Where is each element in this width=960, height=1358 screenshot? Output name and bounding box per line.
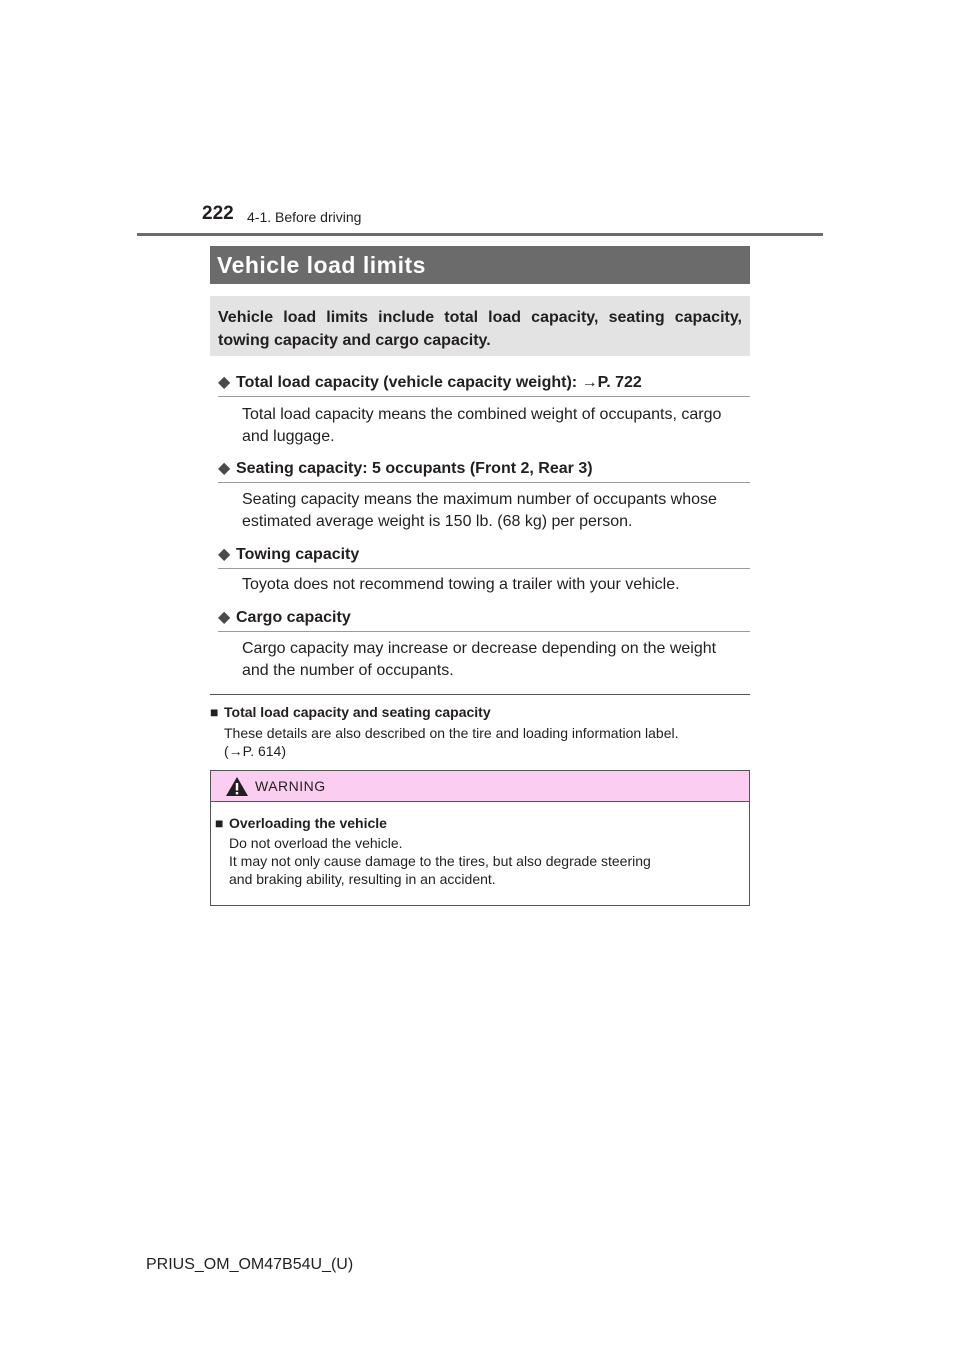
warning-body xyxy=(229,834,739,888)
footer-document-code: PRIUS_OM_OM47B54U_(U) xyxy=(146,1256,354,1273)
body-line: Total load capacity means the combined weight of occupants, cargo xyxy=(242,406,722,423)
body-line: Toyota does not recommend towing a trailer with your vehicle. xyxy=(242,576,680,593)
item-heading-total-load xyxy=(218,372,750,397)
diamond-bullet-icon: ◆ xyxy=(218,546,231,563)
body-line: Cargo capacity may increase or decrease depending on the weight xyxy=(242,640,717,657)
item-heading-text: Cargo capacity xyxy=(236,609,351,626)
body-line: estimated average weight is 150 lb. (68 kg) per person. xyxy=(242,513,633,530)
item-body-seating xyxy=(242,489,746,533)
item-heading-text: Towing capacity xyxy=(236,546,360,563)
page-number: 222 xyxy=(202,203,234,224)
item-body-total-load xyxy=(242,404,746,448)
note-heading-text: Total load capacity and seating capacity xyxy=(224,704,491,720)
warning-line: and braking ability, resulting in an accident. xyxy=(229,871,496,887)
warning-heading xyxy=(215,815,387,831)
warning-header xyxy=(211,771,749,802)
warning-triangle-icon xyxy=(225,776,249,797)
page-title: Vehicle load limits xyxy=(210,246,750,284)
body-line: and luggage. xyxy=(242,428,335,445)
note-line: (→P. 614) xyxy=(224,743,286,759)
square-bullet-icon: ■ xyxy=(210,704,219,720)
section-reference: 4-1. Before driving xyxy=(247,209,362,225)
diamond-bullet-icon: ◆ xyxy=(218,374,231,391)
item-heading-seating xyxy=(218,458,750,483)
square-bullet-icon: ■ xyxy=(215,815,224,831)
item-heading-text: Seating capacity: 5 occupants (Front 2, Rear 3) xyxy=(236,460,593,477)
item-body-towing xyxy=(242,574,746,596)
intro-summary: Vehicle load limits include total load capacity, seating capacity, towing capacity and cargo capacity. xyxy=(210,296,750,356)
item-heading-text: Total load capacity (vehicle capacity weight): →P. 722 xyxy=(236,374,642,391)
warning-heading-text: Overloading the vehicle xyxy=(229,815,387,831)
note-body xyxy=(224,724,746,760)
warning-label: WARNING xyxy=(255,778,326,794)
item-body-cargo xyxy=(242,638,746,682)
warning-line: It may not only cause damage to the tires, but also degrade steering xyxy=(229,853,651,869)
warning-line: Do not overload the vehicle. xyxy=(229,835,403,851)
diamond-bullet-icon: ◆ xyxy=(218,460,231,477)
warning-box xyxy=(210,770,750,906)
item-heading-cargo xyxy=(218,607,750,632)
body-line: and the number of occupants. xyxy=(242,662,454,679)
note-heading xyxy=(210,704,491,720)
header-rule xyxy=(137,233,823,236)
note-line: These details are also described on the tire and loading information label. xyxy=(224,725,679,741)
diamond-bullet-icon: ◆ xyxy=(218,609,231,626)
body-line: Seating capacity means the maximum number of occupants whose xyxy=(242,491,717,508)
item-heading-towing xyxy=(218,544,750,569)
section-divider xyxy=(210,694,750,695)
